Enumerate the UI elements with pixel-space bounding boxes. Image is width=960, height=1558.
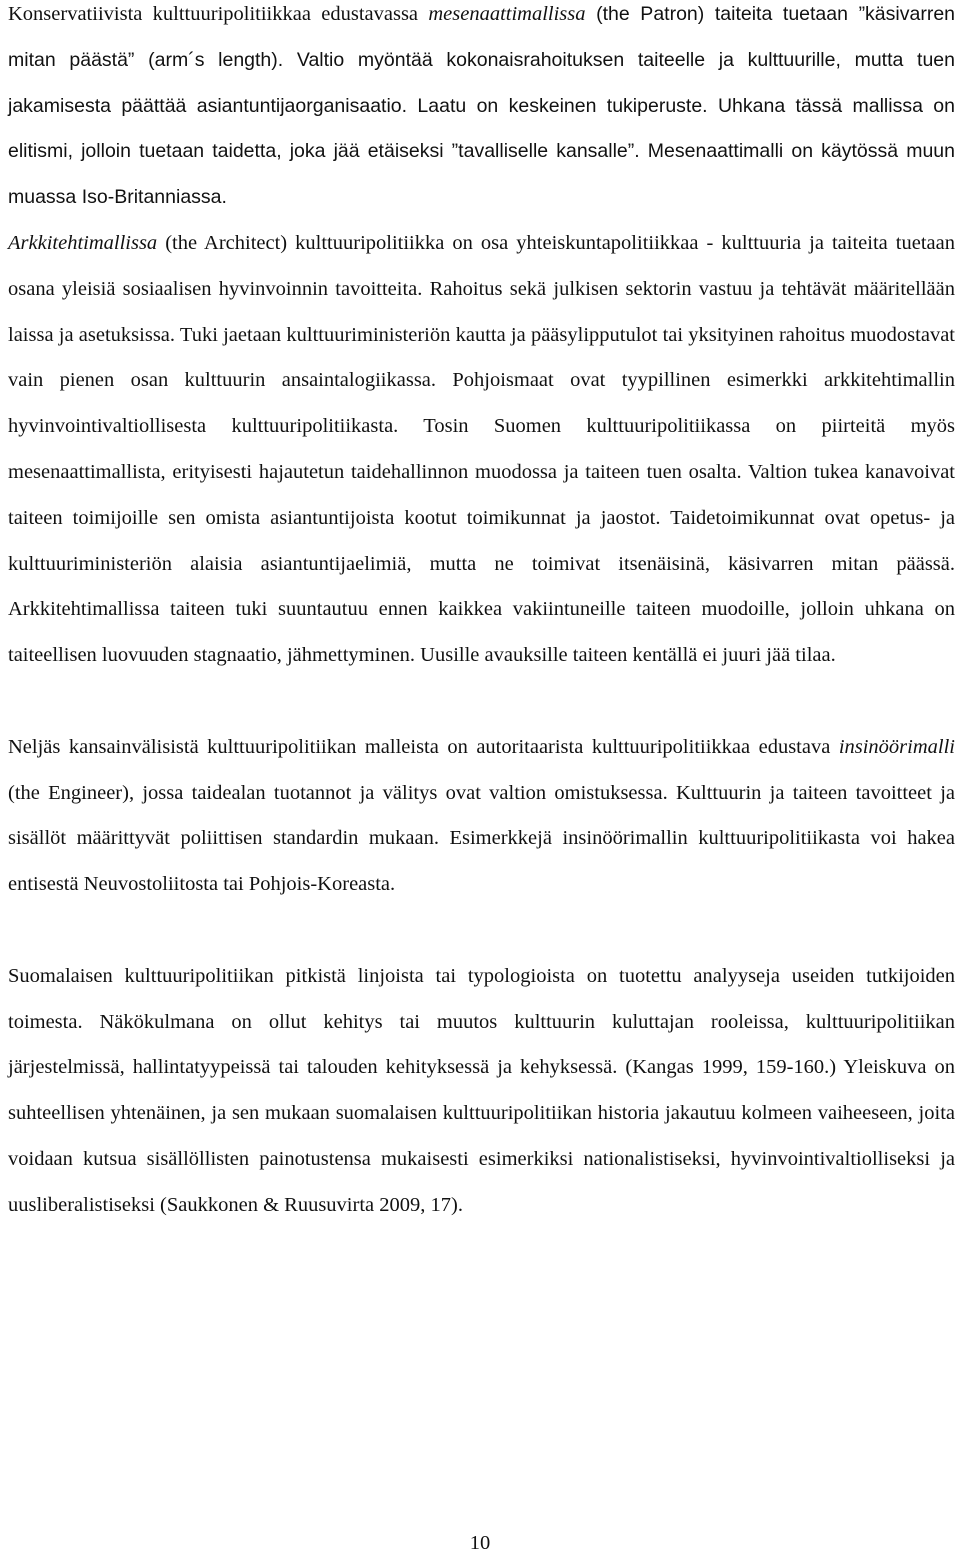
emphasis-term: Arkkitehtimallissa	[8, 231, 158, 254]
paragraph-text: (the Engineer), jossa taidealan tuotannot ja välitys ovat valtion omistuksessa. Kulttuurin ja taiteen tavoitteet ja sisällöt määrittyvät poliittisen standardin mukaan. Esimerkkejä insinöörimallin kulttuuripolitiikasta voi hakea entisestä Neuvostoliitosta tai Pohjois-Koreasta.	[8, 781, 955, 896]
paragraph-text: Neljäs kansainvälisistä kulttuuripolitiikan malleista on autoritaarista kulttuuripolitiikkaa edustava	[8, 735, 839, 758]
paragraph-text: (the Architect) kulttuuripolitiikka on osa yhteiskuntapolitiikkaa - kulttuuria ja taiteita tuetaan osana yleisiä sosiaalisen hyvinvoinnin tavoitteita. Rahoitus sekä julkisen sektorin vastuu ja tehtävät määritellään laissa ja asetuksissa. Tuki jaetaan kulttuuriministeriön kautta ja pääsylipputulot tai yksityinen rahoitus muodostavat vain pienen osan kulttuurin ansaintalogiikassa. Pohjoismaat ovat tyypillinen esimerkki arkkitehtimallin hyvinvointivaltiollisesta kulttuuripolitiikasta. Tosin Suomen kulttuuripolitiikassa on piirteitä myös mesenaattimallista, erityisesti hajautetun taidehallinnon muodossa ja taiteen tuen osalta. Valtion tukea kanavoivat taiteen toimijoille sen omista asiantuntijoista kootut toimikunnat ja jaostot. Taidetoimikunnat ovat opetus- ja kulttuuriministeriön alaisia asiantuntijaelimiä, mutta ne toimivat itsenäisinä, käsivarren mitan päässä. Arkkitehtimallissa taiteen tuki suuntautuu ennen kaikkea vakiintuneille taiteen muodoille, jolloin uhkana on taiteellisen luovuuden stagnaatio, jähmettyminen. Uusille avauksille taiteen kentällä ei juuri jää tilaa.	[8, 231, 955, 667]
document-body	[8, 0, 955, 1274]
paragraph-arkkitehtimalli	[8, 221, 955, 679]
paragraph-typologiat	[8, 954, 955, 1229]
paragraph-text: Suomalaisen kulttuuripolitiikan pitkistä linjoista tai typologioista on tuotettu analyyseja useiden tutkijoiden toimesta. Näkökulmana on ollut kehitys tai muutos kulttuurin kuluttajan rooleissa, kulttuuripolitiikan järjestelmissä, hallintatyypeissä tai talouden kehityksessä ja kehyksessä. (Kangas 1999, 159-160.) Yleiskuva on suhteellisen yhtenäinen, ja sen mukaan suomalaisen kulttuuripolitiikan historia jakautuu kolmeen vaiheeseen, joita voidaan kutsua sisällöllisten painotustensa mukaisesti esimerkiksi nationalistiseksi, hyvinvointivaltiolliseksi ja uusliberalistiseksi (Saukkonen & Ruusuvirta 2009, 17).	[8, 964, 955, 1216]
paragraph-text: (the Patron) taiteita tuetaan ”käsivarren mitan päästä” (arm´s length). Valtio myöntää kokonaisrahoituksen taiteelle ja kulttuurille, mutta tuen jakamisesta päättää asiantuntijaorganisaatio. Laatu on keskeinen tukiperuste. Uhkana tässä mallissa on elitismi, jolloin tuetaan taidetta, joka jää etäiseksi ”tavalliselle kansalle”. Mesenaattimalli on käytössä muun muassa Iso-Britanniassa.	[8, 3, 956, 209]
emphasis-term: mesenaattimallissa	[428, 3, 586, 25]
paragraph-mesenaattimalli	[8, 0, 955, 221]
paragraph-text: Konservatiivista kulttuuripolitiikkaa edustavassa	[8, 3, 429, 25]
emphasis-term: insinöörimalli	[838, 735, 955, 758]
page-number: 10	[469, 1532, 491, 1554]
paragraph-insinoorimalli	[8, 725, 955, 908]
